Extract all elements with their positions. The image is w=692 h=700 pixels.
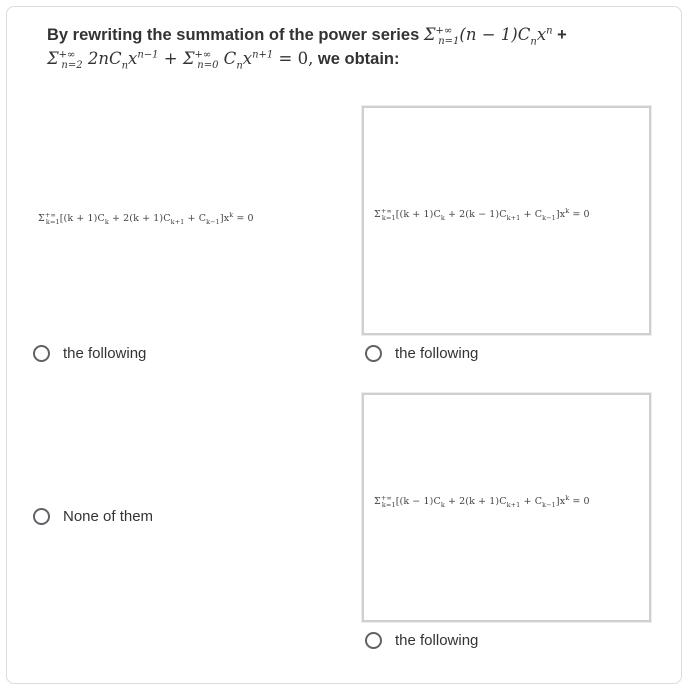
series-sum-3: + $\Sigma^{+\infty}_{n=0}$ $C_nx^{n+1}$ [158,49,274,72]
option-1-radio[interactable] [33,345,50,362]
series-sum-1: $\Sigma^{+\infty}_{n=1}(n - 1)C_nx^n$ [423,25,553,48]
option-4[interactable] [365,632,478,649]
option-4-radio[interactable] [365,632,382,649]
equals-zero: = 0, [273,49,314,68]
option-4-formula: $\Sigma^{+\infty}_{k=1}[(k - 1)C_k + 2(k + 1)C_{k+1} + C_{k-1}]x^k = 0$ [374,493,590,509]
option-3[interactable] [33,508,153,525]
question-intro: By rewriting the summation of the power series [47,26,424,44]
option-1[interactable] [33,345,146,362]
option-4-label: the following [395,632,479,649]
option-3-label: None of them [63,508,154,525]
option-2[interactable] [365,345,478,362]
question-card [6,6,682,684]
option-4-image [362,393,651,622]
option-1-formula: $\Sigma^{+\infty}_{k=1}[(k + 1)C_k + 2(k + 1)C_{k+1} + C_{k-1}]x^k = 0$ [38,210,254,226]
question-ending: we obtain: [313,50,400,68]
option-2-label: the following [395,345,479,362]
option-2-image [362,106,651,335]
option-3-radio[interactable] [33,508,50,525]
option-1-label: the following [63,345,147,362]
question-text: By rewriting the summation of the power series $\Sigma^{+\infty}_{n=1}(n - 1)C_nx^n$ + $\Sigma^{+\infty}_{n=2}$ $2nC_nx^{n-1} + \Sigma^{+\infty}_{n=0}$ $C_nx^{n+1} = 0$, we obtain: [47,25,567,72]
option-2-formula: $\Sigma^{+\infty}_{k=1}[(k + 1)C_k + 2(k - 1)C_{k+1} + C_{k-1}]x^k = 0$ [374,206,590,222]
option-2-radio[interactable] [365,345,382,362]
series-sum-2: $\Sigma^{+\infty}_{n=2}$ $2nC_nx^{n-1}$ [47,49,159,72]
